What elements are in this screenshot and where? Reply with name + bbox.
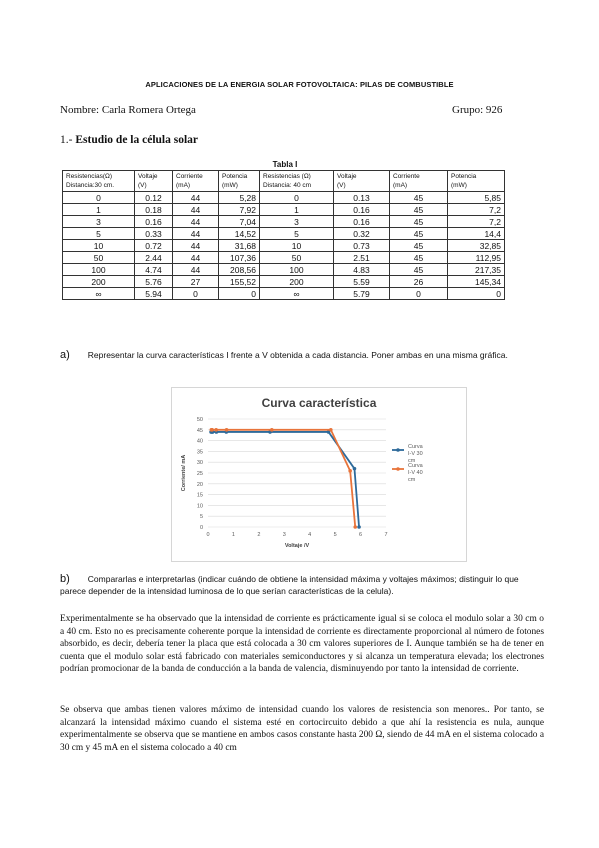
table-header-line: Voltaje bbox=[138, 173, 158, 180]
table-cell: 10 bbox=[260, 240, 334, 252]
table-cell: 44 bbox=[173, 228, 219, 240]
section-heading bbox=[60, 134, 198, 146]
table-cell: 107,36 bbox=[219, 252, 260, 264]
table-header-cell bbox=[334, 171, 390, 192]
table-header-line: Corriente bbox=[176, 173, 203, 180]
group-number: Grupo: 926 bbox=[452, 104, 503, 116]
table-cell: 0 bbox=[260, 192, 334, 204]
table-cell: 44 bbox=[173, 204, 219, 216]
data-point bbox=[357, 525, 361, 529]
x-tick-label: 5 bbox=[333, 532, 337, 538]
y-tick-label: 35 bbox=[196, 449, 203, 456]
table-cell: 0.72 bbox=[135, 240, 173, 252]
table-header-cell bbox=[260, 171, 334, 192]
table-header-cell bbox=[173, 171, 219, 192]
y-tick-label: 45 bbox=[196, 427, 203, 434]
student-name: Nombre: Carla Romera Ortega bbox=[60, 104, 196, 116]
data-point bbox=[214, 428, 218, 432]
table-cell: 3 bbox=[63, 216, 135, 228]
table-cell: 14,52 bbox=[219, 228, 260, 240]
table-cell: 1 bbox=[63, 204, 135, 216]
table-cell: 45 bbox=[390, 264, 448, 276]
table-cell: 0 bbox=[63, 192, 135, 204]
table-cell: 0.33 bbox=[135, 228, 173, 240]
table-cell: 112,95 bbox=[448, 252, 505, 264]
y-tick-label: 20 bbox=[196, 481, 203, 488]
table-cell: 44 bbox=[173, 240, 219, 252]
table-cell: 45 bbox=[390, 228, 448, 240]
table-cell: 3 bbox=[260, 216, 334, 228]
table-header-row bbox=[63, 171, 505, 192]
table-cell: 200 bbox=[260, 276, 334, 288]
table-cell: 5 bbox=[260, 228, 334, 240]
table-cell: 0 bbox=[448, 288, 505, 300]
legend-label: Curva I-V 40 cm bbox=[408, 463, 423, 483]
table-cell: 0.16 bbox=[334, 204, 390, 216]
table-row bbox=[63, 216, 505, 228]
table-header-line: (mA) bbox=[393, 182, 408, 189]
iv-curve-chart bbox=[172, 388, 466, 561]
table-cell: 7,2 bbox=[448, 216, 505, 228]
section-number: 1.- bbox=[60, 134, 73, 146]
question-b-text: Compararlas e interpretarlas (indicar cuándo de obtiene la intensidad máxima y voltajes máximos; distinguir lo que parece depender de la intensidad luminosa de lo que serían características de la celula). bbox=[60, 574, 519, 596]
table-header-cell bbox=[390, 171, 448, 192]
table-cell: 2.51 bbox=[334, 252, 390, 264]
chart-title: Curva característica bbox=[261, 396, 377, 410]
table-header-line: Distancia: 40 cm bbox=[263, 182, 312, 189]
table-row bbox=[63, 192, 505, 204]
series-line bbox=[211, 432, 359, 527]
y-tick-label: 5 bbox=[199, 514, 203, 521]
table-row bbox=[63, 288, 505, 300]
y-axis-label: Corriente/ mA bbox=[181, 454, 187, 492]
table-row bbox=[63, 228, 505, 240]
table-cell: 44 bbox=[173, 192, 219, 204]
table-cell: 45 bbox=[390, 192, 448, 204]
table-cell: 31,68 bbox=[219, 240, 260, 252]
table-cell: 0.32 bbox=[334, 228, 390, 240]
table-header-line: Voltaje bbox=[337, 173, 357, 180]
table-cell: 45 bbox=[390, 204, 448, 216]
table-cell: 0 bbox=[390, 288, 448, 300]
question-b bbox=[60, 573, 540, 597]
table-cell: 208,56 bbox=[219, 264, 260, 276]
table-cell: ∞ bbox=[260, 288, 334, 300]
table-cell: 200 bbox=[63, 276, 135, 288]
data-point bbox=[225, 428, 229, 432]
y-tick-label: 30 bbox=[196, 460, 203, 467]
table-header-line: Corriente bbox=[393, 173, 420, 180]
table-header-line: Potencia bbox=[451, 173, 477, 180]
table-cell: 100 bbox=[260, 264, 334, 276]
data-point bbox=[353, 525, 357, 529]
data-point bbox=[210, 428, 214, 432]
table-cell: 5,28 bbox=[219, 192, 260, 204]
table-header-cell bbox=[135, 171, 173, 192]
table-cell: 5.94 bbox=[135, 288, 173, 300]
y-tick-label: 10 bbox=[196, 503, 203, 510]
table-row bbox=[63, 252, 505, 264]
table-row bbox=[63, 204, 505, 216]
question-a bbox=[60, 349, 540, 361]
table-header-line: Resistencias(Ω) bbox=[66, 173, 113, 180]
table-cell: 5.76 bbox=[135, 276, 173, 288]
y-tick-label: 40 bbox=[196, 438, 203, 445]
table-cell: 7,92 bbox=[219, 204, 260, 216]
table-cell: 26 bbox=[390, 276, 448, 288]
table-cell: 44 bbox=[173, 264, 219, 276]
table-cell: 7,2 bbox=[448, 204, 505, 216]
y-tick-label: 25 bbox=[196, 471, 203, 477]
y-tick-label: 15 bbox=[196, 492, 203, 499]
table-cell: 0.18 bbox=[135, 204, 173, 216]
x-tick-label: 3 bbox=[282, 532, 286, 538]
table-cell: 0.12 bbox=[135, 192, 173, 204]
data-point bbox=[348, 469, 352, 473]
table-cell: 217,35 bbox=[448, 264, 505, 276]
table-cell: 5,85 bbox=[448, 192, 505, 204]
table-cell: 5.59 bbox=[334, 276, 390, 288]
data-point bbox=[329, 428, 333, 432]
table-cell: 44 bbox=[173, 216, 219, 228]
table-cell: 0.16 bbox=[334, 216, 390, 228]
table-cell: 2.44 bbox=[135, 252, 173, 264]
question-b-label: b) bbox=[60, 573, 70, 585]
y-tick-label: 50 bbox=[196, 417, 203, 423]
x-tick-label: 2 bbox=[257, 532, 261, 538]
table-header-cell bbox=[448, 171, 505, 192]
document-title: APLICACIONES DE LA ENERGIA SOLAR FOTOVOLTAICA: PILAS DE COMBUSTIBLE bbox=[145, 80, 454, 89]
table-cell: 45 bbox=[390, 216, 448, 228]
table-header-line: (mW) bbox=[222, 182, 238, 189]
table-cell: 45 bbox=[390, 252, 448, 264]
section-title: Estudio de la célula solar bbox=[75, 134, 199, 146]
table-cell: 50 bbox=[63, 252, 135, 264]
table-cell: ∞ bbox=[63, 288, 135, 300]
paragraph-2: Se observa que ambas tienen valores máximo de intensidad cuando los valores de resistencia son menores.. Por tanto, se alcanzará la intensidad máximo cuando el sistema esté en cortocircuito debido a que ahí la resistencia es nula, aunque experimentalmente se observa que se mantiene en ambos casos constante hasta 200 Ω, siendo de 44 mA en el sistema colocado a 30 cm y 45 mA en el sistema colocado a 40 cm bbox=[60, 705, 544, 753]
table-cell: 100 bbox=[63, 264, 135, 276]
question-a-label: a) bbox=[60, 349, 70, 361]
table-caption: Tabla I bbox=[272, 160, 298, 169]
paragraph-1: Experimentalmente se ha observado que la intensidad de corriente es prácticamente igual si se coloca el modulo solar a 30 cm o a 40 cm. Esto no es precisamente coherente porque la intensidad de corriente es directamente proporcional al número de fotones absorbido, es decir, debería tener la placa que está colocada a 30 cm valores superiores de I. Aunque también se ha de tener en cuenta que el modulo solar está fabricado con materiales semiconductores y si alcanza un temperatura elevada; los electrones podrían promocionar de la banda de conducción a la banda de valencia, disminuyendo por tanto la intensidad de corriente. bbox=[60, 614, 544, 675]
table-header-line: Resistencias (Ω) bbox=[263, 173, 311, 180]
table-cell: 10 bbox=[63, 240, 135, 252]
table-cell: 7,04 bbox=[219, 216, 260, 228]
table-row bbox=[63, 276, 505, 288]
table-header-line: (V) bbox=[138, 182, 147, 189]
legend-marker bbox=[396, 448, 400, 452]
table-cell: 4.83 bbox=[334, 264, 390, 276]
table-header-cell bbox=[63, 171, 135, 192]
data-point bbox=[270, 428, 274, 432]
table-cell: 44 bbox=[173, 252, 219, 264]
data-point bbox=[353, 467, 357, 471]
table-cell: 0.16 bbox=[135, 216, 173, 228]
table-cell: 5 bbox=[63, 228, 135, 240]
table-cell: 145,34 bbox=[448, 276, 505, 288]
x-axis-label: Voltaje /V bbox=[284, 543, 310, 549]
table-header-line: Potencia bbox=[222, 173, 248, 180]
legend-label: Curva I-V 30 cm bbox=[408, 444, 423, 464]
table-cell: 50 bbox=[260, 252, 334, 264]
table-header-cell bbox=[219, 171, 260, 192]
x-tick-label: 4 bbox=[308, 532, 312, 538]
y-tick-label: 0 bbox=[199, 525, 203, 531]
chart-frame bbox=[171, 387, 467, 562]
table-row bbox=[63, 240, 505, 252]
series-line bbox=[211, 430, 355, 527]
table-cell: 1 bbox=[260, 204, 334, 216]
x-tick-label: 0 bbox=[206, 532, 210, 538]
table-cell: 155,52 bbox=[219, 276, 260, 288]
table-cell: 32,85 bbox=[448, 240, 505, 252]
legend-marker bbox=[396, 467, 400, 471]
table-cell: 4.74 bbox=[135, 264, 173, 276]
table-cell: 27 bbox=[173, 276, 219, 288]
question-a-text: Representar la curva características I frente a V obtenida a cada distancia. Poner ambas en una misma gráfica. bbox=[87, 350, 508, 360]
table-cell: 0.13 bbox=[334, 192, 390, 204]
table-header-line: (mW) bbox=[451, 182, 467, 189]
x-tick-label: 7 bbox=[384, 532, 388, 538]
x-tick-label: 1 bbox=[231, 532, 235, 538]
table-cell: 45 bbox=[390, 240, 448, 252]
data-table bbox=[62, 170, 505, 300]
table-header-line: Distancia:30 cm. bbox=[66, 182, 115, 189]
table-cell: 0.73 bbox=[334, 240, 390, 252]
x-tick-label: 6 bbox=[359, 532, 363, 538]
table-cell: 5.79 bbox=[334, 288, 390, 300]
table-cell: 14,4 bbox=[448, 228, 505, 240]
table-cell: 0 bbox=[173, 288, 219, 300]
table-row bbox=[63, 264, 505, 276]
table-cell: 0 bbox=[219, 288, 260, 300]
table-header-line: (V) bbox=[337, 182, 346, 189]
table-header-line: (mA) bbox=[176, 182, 191, 189]
